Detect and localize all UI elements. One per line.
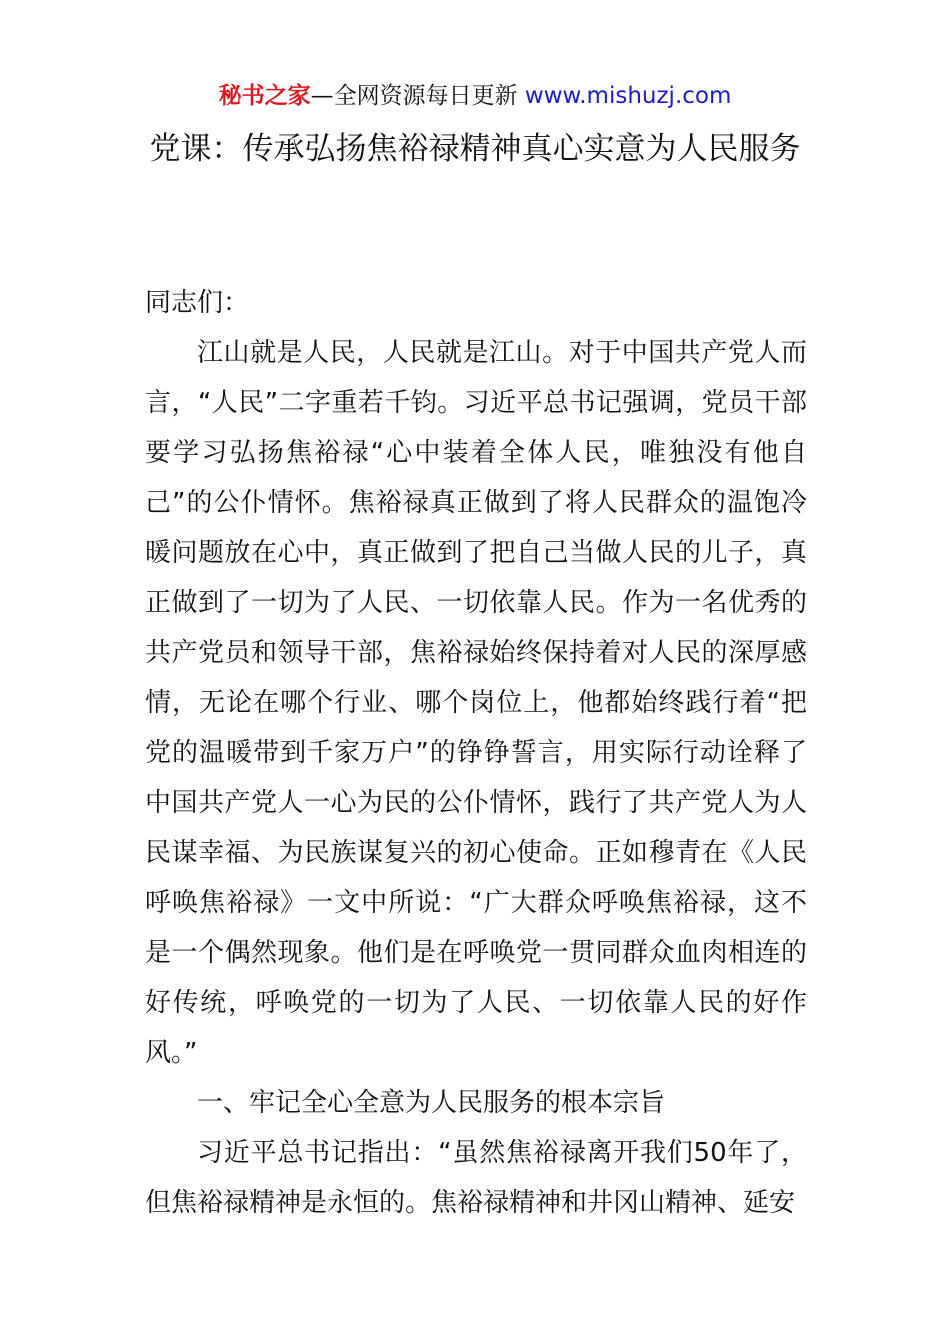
site-tagline: —全网资源每日更新 [310, 83, 518, 109]
body-paragraph: 江山就是人民，人民就是江山。对于中国共产党人而言，“人民”二字重若千钧。习近平总书记强调，党员干部要学习弘扬焦裕禄“心中装着全体人民，唯独没有他自己”的公仆情怀。焦裕禄真正做到了将人民群众的温饱冷暖问题放在心中，真正做到了把自己当做人民的儿子，真正做到了一切为了人民、一切依靠人民。作为一名优秀的共产党员和领导干部，焦裕禄始终保持着对人民的深厚感情，无论在哪个行业、哪个岗位上，他都始终践行着“把党的温暖带到千家万户”的铮铮誓言，用实际行动诠释了中国共产党人一心为民的公仆情怀，践行了共产党人为人民谋幸福、为民族谋复兴的初心使命。正如穆青在《人民呼唤焦裕禄》一文中所说：“广大群众呼唤焦裕禄，这不是一个偶然现象。他们是在呼唤党一贯同群众血肉相连的好传统，呼唤党的一切为了人民、一切依靠人民的好作风。” [145, 338, 807, 1068]
document-body [145, 278, 807, 1228]
section-heading: 一、牢记全心全意为人民服务的根本宗旨 [197, 1088, 666, 1118]
site-url-link[interactable]: www.mishuzj.com [524, 83, 732, 109]
site-brand: 秘书之家 [218, 83, 311, 109]
site-header [0, 80, 950, 112]
salutation: 同志们： [145, 288, 250, 318]
document-title: 党课：传承弘扬焦裕禄精神真心实意为人民服务 [149, 131, 801, 167]
body-paragraph: 习近平总书记指出：“虽然焦裕禄离开我们50年了，但焦裕禄精神是永恒的。焦裕禄精神和井冈山精神、延安 [145, 1138, 807, 1218]
